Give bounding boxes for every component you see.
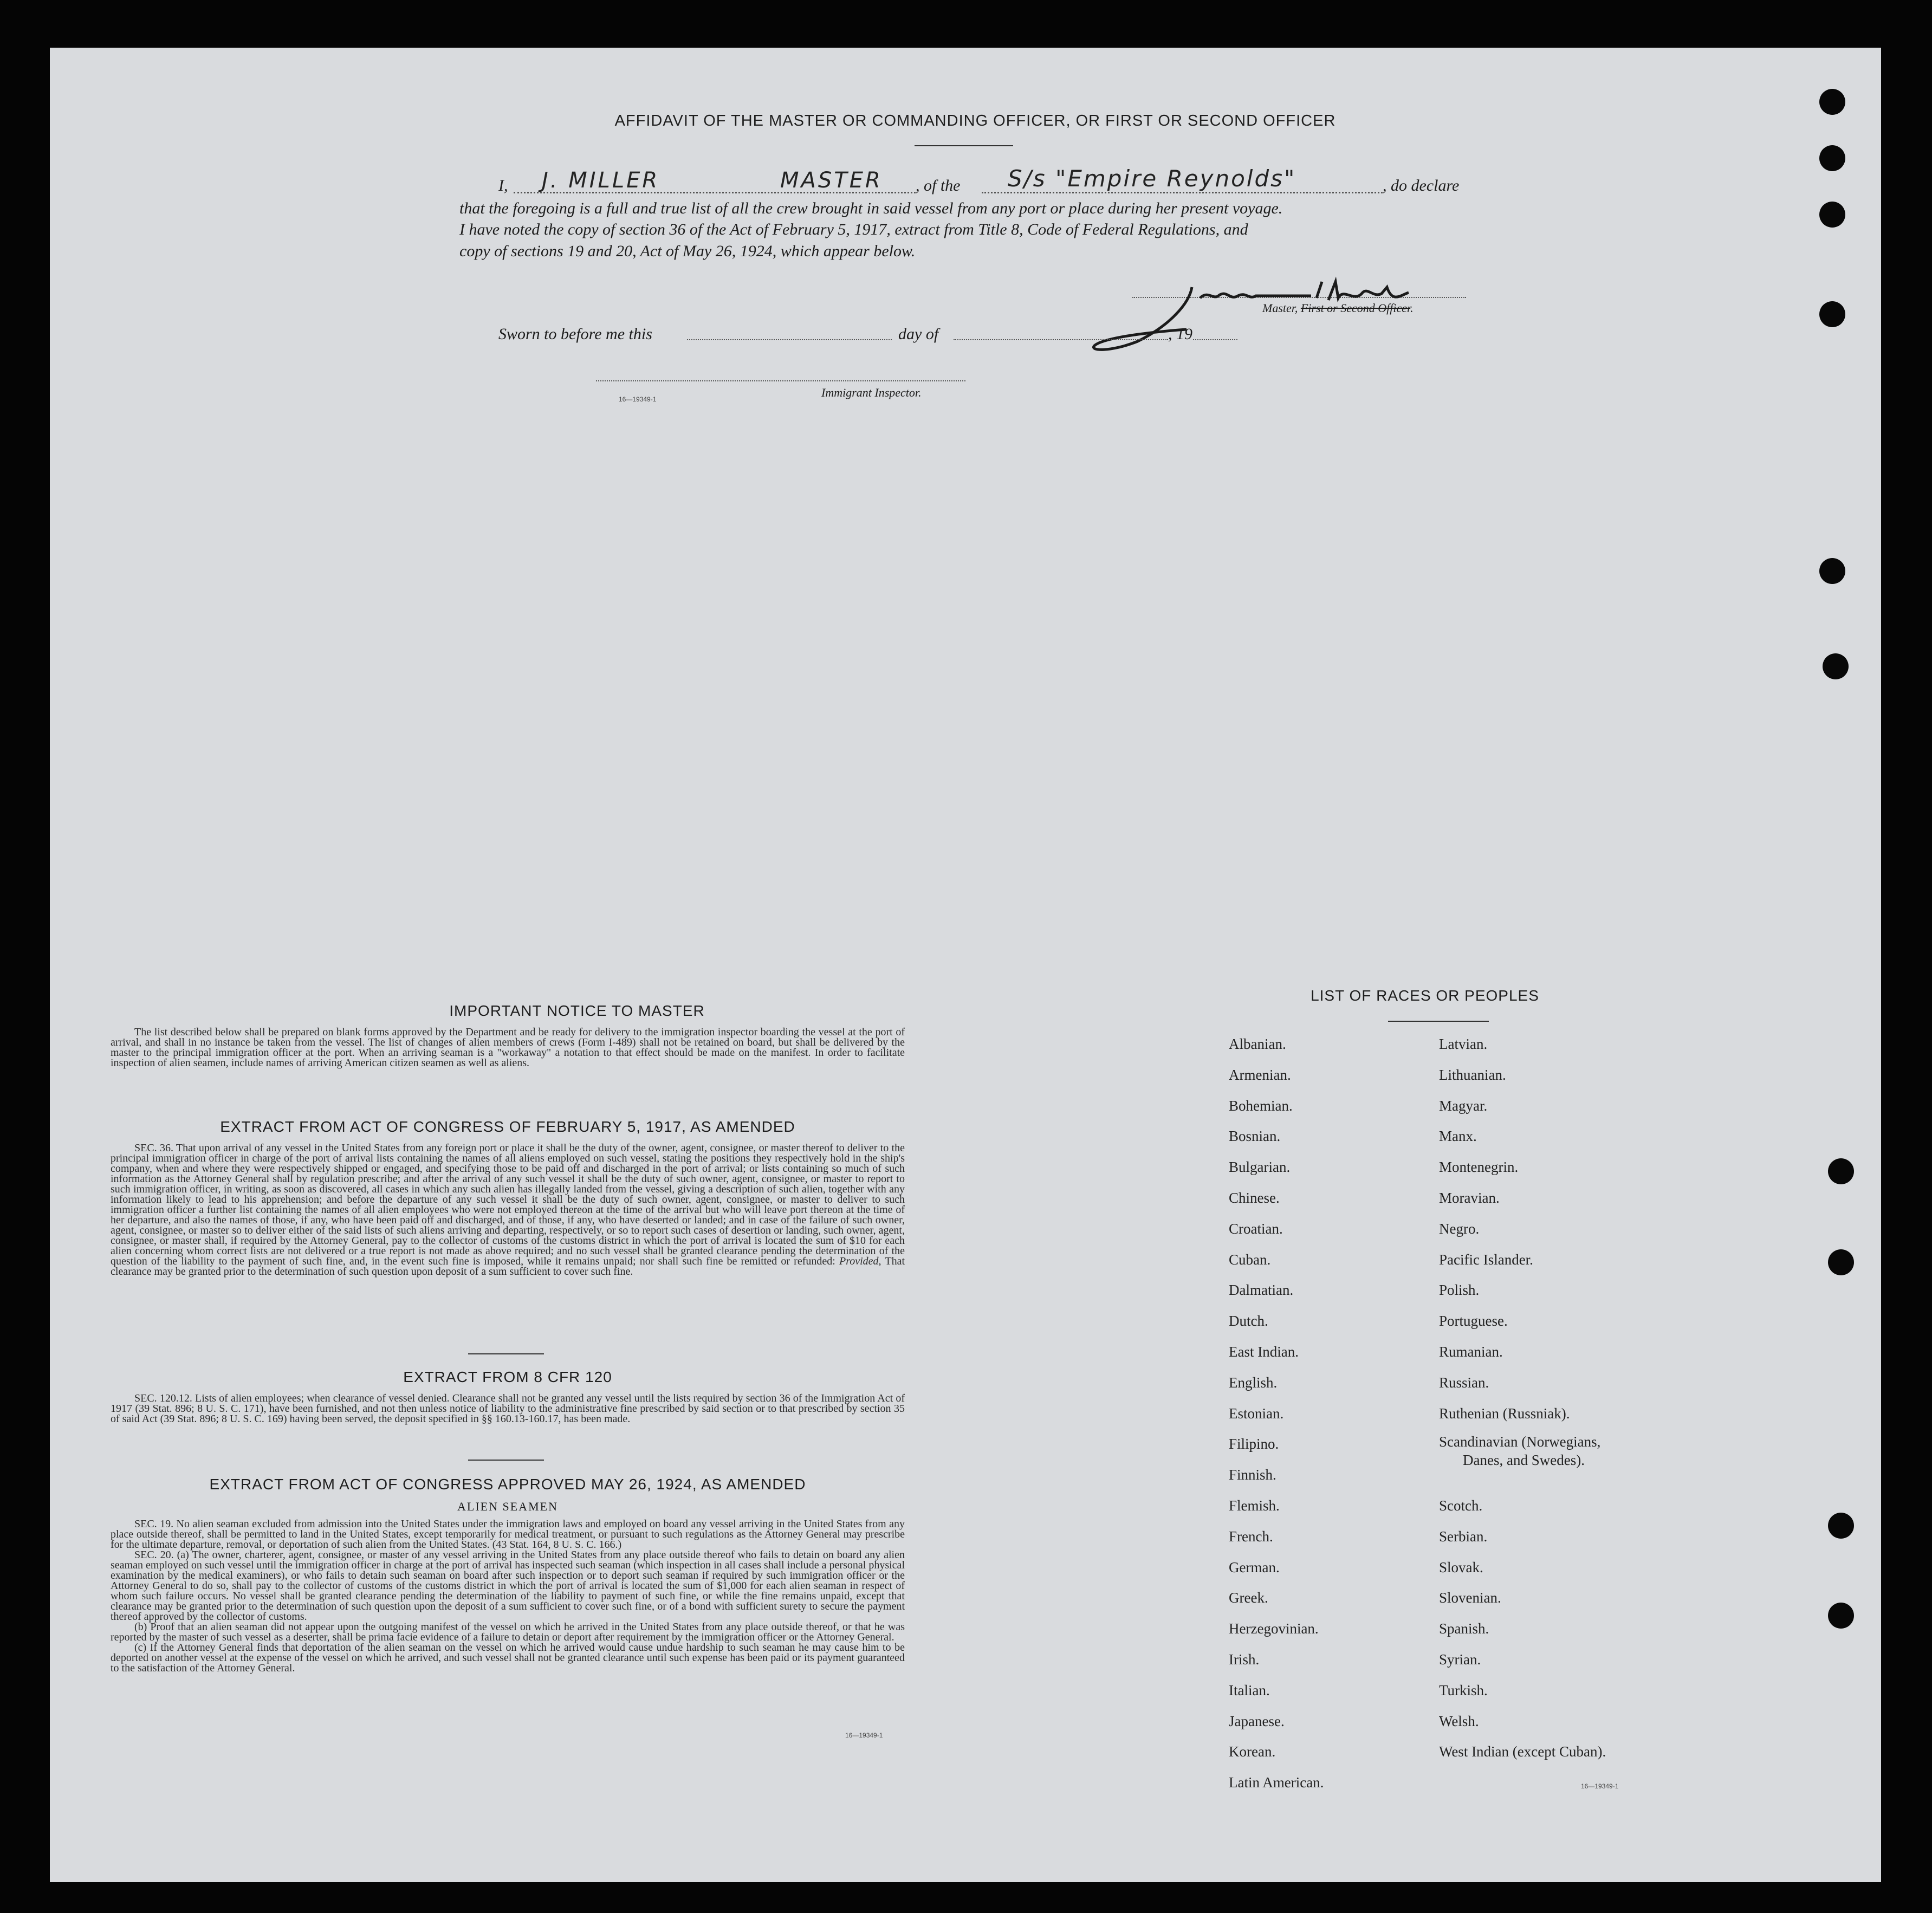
race-item: East Indian. [1229,1344,1299,1360]
race-item: English. [1229,1374,1278,1391]
race-item: Pacific Islander. [1439,1251,1533,1268]
race-item: Armenian. [1229,1066,1291,1083]
race-item: Estonian. [1229,1405,1284,1422]
extract-1917-body [111,1143,905,1277]
extract-1924-body [111,1519,905,1674]
race-item: Welsh. [1439,1713,1479,1729]
race-item: Dalmatian. [1229,1282,1294,1299]
sworn-dotline [687,339,892,340]
race-item: Polish. [1439,1282,1480,1299]
race-item: Bosnian. [1229,1128,1281,1145]
race-item: Irish. [1229,1651,1260,1668]
extract-1924-title: EXTRACT FROM ACT OF CONGRESS APPROVED MAY 26, 1924, AS AMENDED [209,1476,806,1493]
punch-hole [1828,1158,1854,1184]
race-item: Italian. [1229,1682,1270,1698]
sec20b-text: (b) Proof that an alien seaman did not appear upon the outgoing manifest of the vessel on which he arrived in the United States from any place outside thereof, or that he was reported by the master of such vessel as a deserter, shall be prima facie evidence of a failure to detain or deport after requirement by the immigration officer or the Attorney General. [111,1621,905,1643]
punch-hole [1819,301,1845,327]
race-item: Filipino. [1229,1436,1279,1452]
sec19-text: SEC. 19. No alien seaman excluded from admission into the United States under the immigration laws and employed on board any vessel arriving in the United States from any place outside thereof, shall be permitted to land in the United States, except temporarily for medical treatment, or pursuant to such regulations as the Attorney General may prescribe for the ultimate departure, removal, or deportation of such alien from the United States. (43 Stat. 164, 8 U. S. C. 166.) [111,1518,905,1551]
race-item: Montenegrin. [1439,1159,1519,1176]
race-item: Russian. [1439,1374,1489,1391]
affidavit-form-number: 16—19349-1 [619,395,657,403]
race-item: Finnish. [1229,1467,1276,1483]
punch-hole [1828,1513,1854,1539]
master-position: MASTER [780,168,883,193]
of-the-label: , of the [916,177,961,194]
cfr-title: EXTRACT FROM 8 CFR 120 [403,1369,612,1385]
races-form-number: 16—19349-1 [1581,1782,1619,1790]
inspector-label: Immigrant Inspector. [821,386,922,399]
caption-struck: First or Second Officer [1300,301,1411,315]
race-item: Slovak. [1439,1559,1483,1575]
race-item: Magyar. [1439,1097,1488,1114]
year-label: , 19 [1168,325,1192,343]
punch-hole [1819,145,1845,171]
race-item: Ruthenian (Russniak). [1439,1405,1570,1422]
race-item: West Indian (except Cuban). [1439,1743,1606,1760]
cfr-body: SEC. 120.12. Lists of alien employees; when clearance of vessel denied. Clearance shall not be granted any vessel until the lists required by section 36 of the Immigration Act of 1917 (39 Stat. 896; 8 U. S. C. 171), have been furnished, and not then unless notice of liability to the administrative fine prescribed by said section or to that prescribed by section 35 of said Act (39 Stat. 896; 8 U. S. C. 169) having been served, the deposit specified in §§ 160.13-160.17, has been made. [111,1392,905,1425]
race-item: Croatian. [1229,1220,1283,1237]
extract-1917-title: EXTRACT FROM ACT OF CONGRESS OF FEBRUARY 5, 1917, AS AMENDED [220,1118,795,1135]
alien-seamen-subtitle: ALIEN SEAMEN [457,1500,558,1513]
affidavit-i: I, [498,177,508,194]
race-item: Latvian. [1439,1036,1488,1052]
race-item: Bohemian. [1229,1097,1293,1114]
vessel-name: S/s "Empire Reynolds" [1008,165,1296,192]
punch-hole [1828,1603,1854,1629]
race-item: Greek. [1229,1590,1268,1606]
punch-hole [1823,653,1849,679]
race-item: Latin American. [1229,1774,1324,1791]
race-item: Serbian. [1439,1528,1488,1545]
race-item: Cuban. [1229,1251,1271,1268]
notice-body: The list described below shall be prepared on blank forms approved by the Department and be ready for delivery to the immigration inspector boarding the vessel at the port of arrival, and shall in no instance be taken from the vessel. The list of changes of alien members of crews (Form I-489) shall not be retained on board, but shall be delivered by the master to the principal immigration officer at the port. When an arriving seaman is a "workaway" a notation to that effect should be made on the manifest. In order to facilitate inspection of alien seamen, include names of arriving American citizen seamen as well as aliens. [111,1026,905,1069]
race-item: Rumanian. [1439,1344,1503,1360]
extract-form-number: 16—19349-1 [845,1732,883,1739]
extract-1917-end: That clearance may be granted prior to the determination of such question upon deposit of a sum sufficient to cover such fine. [111,1255,905,1278]
affidavit-line4: copy of sections 19 and 20, Act of May 26, 1924, which appear below. [459,242,916,260]
race-item: Spanish. [1439,1620,1489,1637]
sec20c-text: (c) If the Attorney General finds that deportation of the alien seaman on the vessel on which he arrived would cause undue hardship to such seaman he may cause him to be deported on another vessel at the expense of the vessel on which he arrived, and such vessel shall not be granted clearance until such expense has been paid or its payment guaranteed to the satisfaction of the Attorney General. [111,1642,905,1674]
vessel-dotline [982,192,1383,193]
race-item: Portuguese. [1439,1313,1508,1330]
sec20a-text: SEC. 20. (a) The owner, charterer, agent, consignee, or master of any vessel arriving in the United States from any place outside thereof who fails to detain on board any alien seaman employed on such vessel until the immigration officer in charge at the port of arrival has inspected such seaman (which inspection in all cases shall include a personal physical examination by the medical examiners), or who fails to detain such seaman on board after such inspection or to deport such seaman if required by such immigration officer or the Attorney General to do so, shall pay to the collector of customs of the customs district in which the port of arrival is located the sum of $1,000 for each alien seaman in respect of whom such failure occurs. No vessel shall be granted clearance pending the determination of the liability to payment of such fine, or while the fine remains unpaid, except that clearance may be granted prior to the determination of such question upon the deposit of a sum sufficient to cover such fine, or of a bond with sufficient surety to secure the payment thereof approved by the collector of customs. [111,1549,905,1623]
sworn-label: Sworn to before me this [498,325,652,343]
race-item: Chinese. [1229,1190,1280,1206]
race-item: Scotch. [1439,1497,1483,1514]
punch-hole [1828,1249,1854,1275]
race-item: Manx. [1439,1128,1477,1145]
notice-title: IMPORTANT NOTICE TO MASTER [449,1002,705,1019]
provided-word: Provided, [839,1255,881,1267]
race-item: Slovenian. [1439,1590,1501,1606]
extract-1917-text: SEC. 36. That upon arrival of any vessel in the United States from any foreign port or place it shall be the duty of the owner, agent, consignee, or master thereof to deliver to the principal immigration officer in charge of the port of arrival lists containing the names of all aliens employed on such vessel, stating the positions they respectively hold in the ship's company, when and where they were respectively shipped or engaged, and specifying those to be paid off and discharged in the port of arrival; or lists containing so much of such information as the Attorney General shall by regulation prescribe; and after the arrival of any such vessel it shall be the duty of such owner, agent, consignee, or master to report to such immigration officer, in writing, as soon as discovered, all cases in which any such alien has illegally landed from the vessel, giving a description of such alien, together with any information likely to lead to his apprehension; and before the departure of any such vessel it shall be the duty of such owner, agent, consignee, or master to deliver to such immigration officer a further list containing the names of all alien employees who were not employed thereon at the time of the arrival but who will leave port thereon at the time of her departure, and also the names of those, if any, who have been paid off and discharged, and of those, if any, who have deserted or landed; and in case of the failure of such owner, agent, consignee, or master so to deliver either of the said lists of such aliens arriving and departing, respectively, or so to report such cases of desertion or landing, such owner, agent, consignee, or master shall, if required by the Attorney General, pay to the collector of customs of the customs district in which the port of arrival is located the sum of $10 for each alien concerning whom correct lists are not delivered or a true report is not made as above required; and no such vessel shall be granted clearance pending the determination of the question of the liability to the payment of such fine, and, in the event such fine is imposed, while it remains unpaid; nor shall such fine be remitted or refunded: [111,1142,905,1267]
affidavit-title: AFFIDAVIT OF THE MASTER OR COMMANDING OFFICER, OR FIRST OR SECOND OFFICER [614,112,1336,129]
race-item: Lithuanian. [1439,1066,1506,1083]
race-item: Turkish. [1439,1682,1488,1698]
affidavit-line3: I have noted the copy of section 36 of the Act of February 5, 1917, extract from Title 8, Code of Federal Regulations, and [459,221,1248,238]
race-item: Japanese. [1229,1713,1285,1729]
title-underline [915,145,1013,146]
day-of-label: day of [898,325,939,343]
divider [468,1460,544,1461]
race-item: Moravian. [1439,1190,1500,1206]
race-item: Negro. [1439,1220,1480,1237]
caption-end: . [1410,301,1414,315]
master-name: J. MILLER [542,168,660,193]
punch-hole [1819,202,1845,228]
do-declare-label: , do declare [1383,177,1460,194]
race-item: Scandinavian (Norwegians, [1439,1434,1601,1450]
race-item: Danes, and Swedes). [1463,1452,1585,1469]
caption-master: Master, [1262,301,1298,315]
divider [468,1353,544,1354]
race-item: Herzegovinian. [1229,1620,1319,1637]
punch-hole [1819,89,1845,115]
inspector-dotline [596,380,965,381]
race-item: Flemish. [1229,1497,1280,1514]
signature-caption [1262,301,1414,315]
races-underline [1388,1021,1489,1022]
race-item: German. [1229,1559,1280,1575]
races-title: LIST OF RACES OR PEOPLES [1311,987,1539,1004]
race-item: Albanian. [1229,1036,1286,1052]
affidavit-line2: that the foregoing is a full and true list of all the crew brought in said vessel from any port or place during her present voyage. [459,199,1283,217]
race-item: Korean. [1229,1743,1276,1760]
race-item: French. [1229,1528,1273,1545]
month-dotline [954,339,1168,340]
race-item: Bulgarian. [1229,1159,1291,1176]
punch-hole [1819,558,1845,584]
year-dotline [1193,339,1237,340]
race-item: Dutch. [1229,1313,1268,1330]
race-item: Syrian. [1439,1651,1481,1668]
